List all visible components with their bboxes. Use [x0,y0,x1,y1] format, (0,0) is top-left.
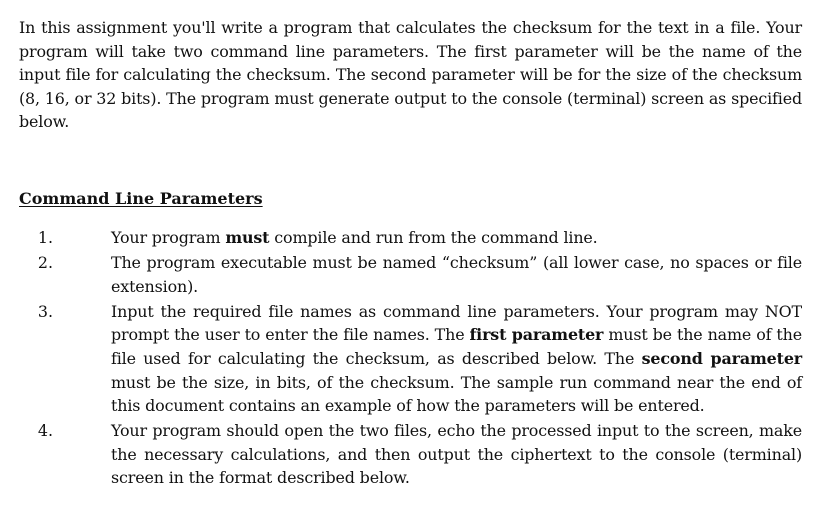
document-page [19,16,802,492]
list-item [19,251,802,298]
item-text: Input the required file names as command line parameters. Your program may NOT prompt the user to enter the file names. The first parameter must be the name of the file used for calculating the checksum, as described below. The second parameter must be the size, in bits, of the checksum. The sample run command near the end of this document contains an example of how the parameters will be entered. [111,301,803,416]
item-number: 3. [37,301,53,321]
list-item [19,419,802,490]
emphasis: must [225,227,270,247]
list-item [19,300,802,418]
item-number: 1. [37,227,53,247]
parameter-list [19,226,802,490]
item-number: 2. [37,253,53,273]
item-text: The program executable must be named “checksum” (all lower case, no spaces or file extension). [111,253,802,296]
section-heading: Command Line Parameters [19,188,263,208]
emphasis: first parameter [469,325,604,345]
item-number: 4. [37,421,53,441]
intro-paragraph: In this assignment you'll write a program that calculates the checksum for the text in a file. Your program will take two command line parameters. The first parameter will be the name of the input file for calculating the checksum. The second parameter will be for the size of the checksum (8, 16, or 32 bits). The program must generate output to the console (terminal) screen as specified below. [19,18,802,132]
item-text: Your program should open the two files, echo the processed input to the screen, make the necessary calculations, and then output the ciphertext to the console (terminal) screen in the format described below. [111,421,802,488]
emphasis: second parameter [641,348,803,368]
list-item [19,226,802,250]
item-text: Your program must compile and run from the command line. [111,227,598,247]
